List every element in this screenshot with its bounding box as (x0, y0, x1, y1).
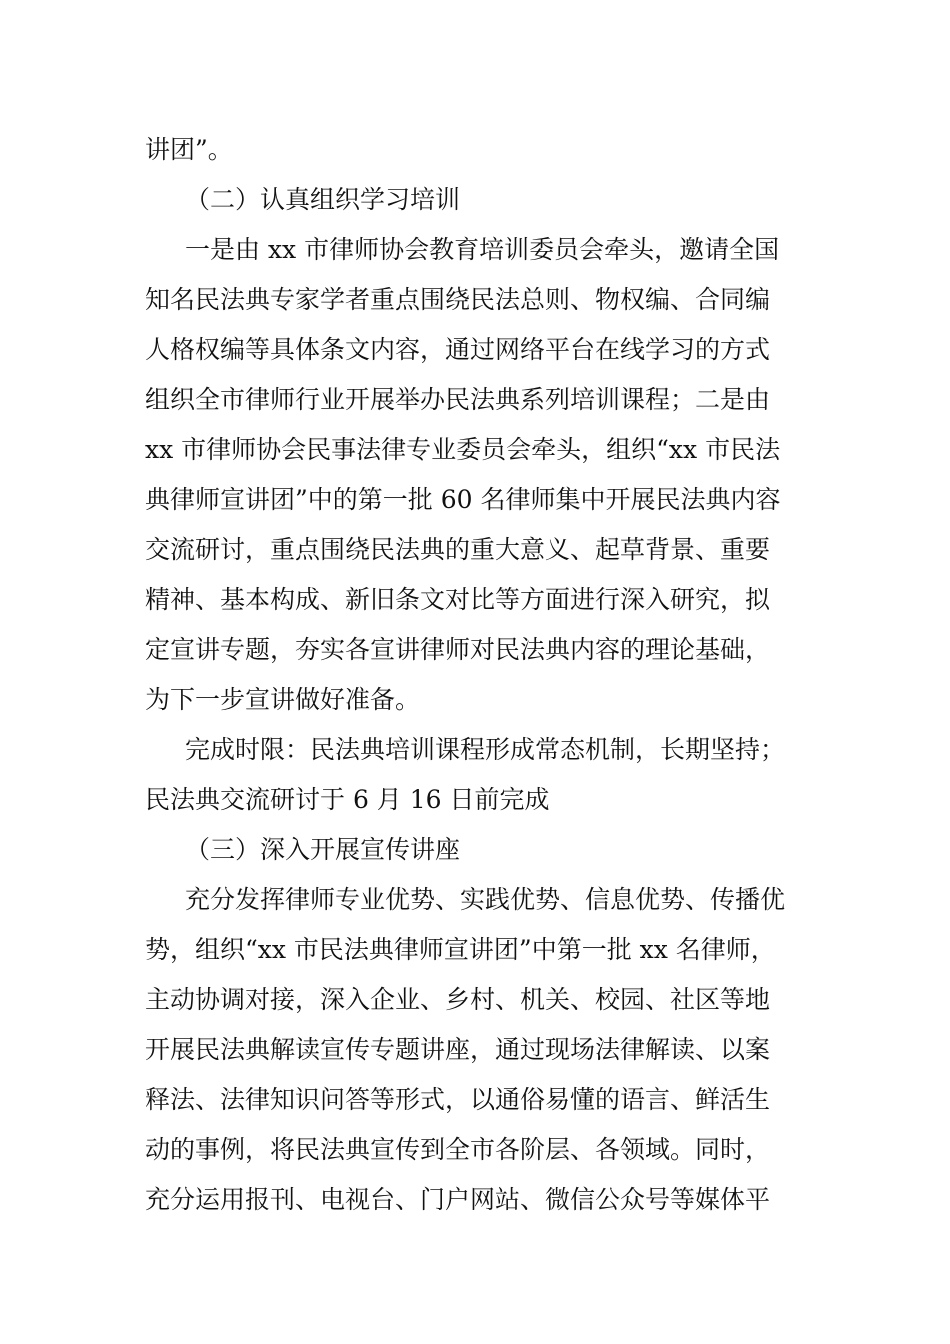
text-line: 知名民法典专家学者重点围绕民法总则、物权编、合同编 (145, 285, 771, 314)
text-line: 定宣讲专题，夯实各宣讲律师对民法典内容的理论基础， (145, 635, 771, 664)
text-line: 充分发挥律师专业优势、实践优势、信息优势、传播优 (185, 885, 786, 914)
text-line: 讲团”。 (145, 135, 233, 164)
text-line: 主动协调对接，深入企业、乡村、机关、校园、社区等地 (145, 985, 771, 1014)
text-line: 民法典交流研讨于 6 月 16 日前完成 (145, 785, 550, 814)
text-line: 交流研讨，重点围绕民法典的重大意义、起草背景、重要 (145, 535, 771, 564)
text-line: 典律师宣讲团”中的第一批 60 名律师集中开展民法典内容 (145, 485, 781, 514)
document-body (145, 125, 810, 1225)
text-line: 一是由 xx 市律师协会教育培训委员会牵头，邀请全国 (185, 235, 780, 264)
section-heading: （二）认真组织学习培训 (185, 185, 461, 214)
text-line: 为下一步宣讲做好准备。 (145, 685, 421, 714)
text-line: 释法、法律知识问答等形式，以通俗易懂的语言、鲜活生 (145, 1085, 771, 1114)
text-line: 精神、基本构成、新旧条文对比等方面进行深入研究，拟 (145, 585, 771, 614)
text-line: 人格权编等具体条文内容，通过网络平台在线学习的方式 (145, 335, 771, 364)
text-line: 完成时限：民法典培训课程形成常态机制，长期坚持； (185, 735, 786, 764)
section-heading: （三）深入开展宣传讲座 (185, 835, 461, 864)
text-line: 开展民法典解读宣传专题讲座，通过现场法律解读、以案 (145, 1035, 771, 1064)
text-line: xx 市律师协会民事法律专业委员会牵头，组织“xx 市民法 (145, 435, 781, 464)
text-line: 势，组织“xx 市民法典律师宣讲团”中第一批 xx 名律师， (145, 935, 776, 964)
text-line: 动的事例，将民法典宣传到全市各阶层、各领域。同时， (145, 1135, 771, 1164)
text-line: 组织全市律师行业开展举办民法典系列培训课程；二是由 (145, 385, 771, 414)
text-line: 充分运用报刊、电视台、门户网站、微信公众号等媒体平 (145, 1185, 771, 1214)
